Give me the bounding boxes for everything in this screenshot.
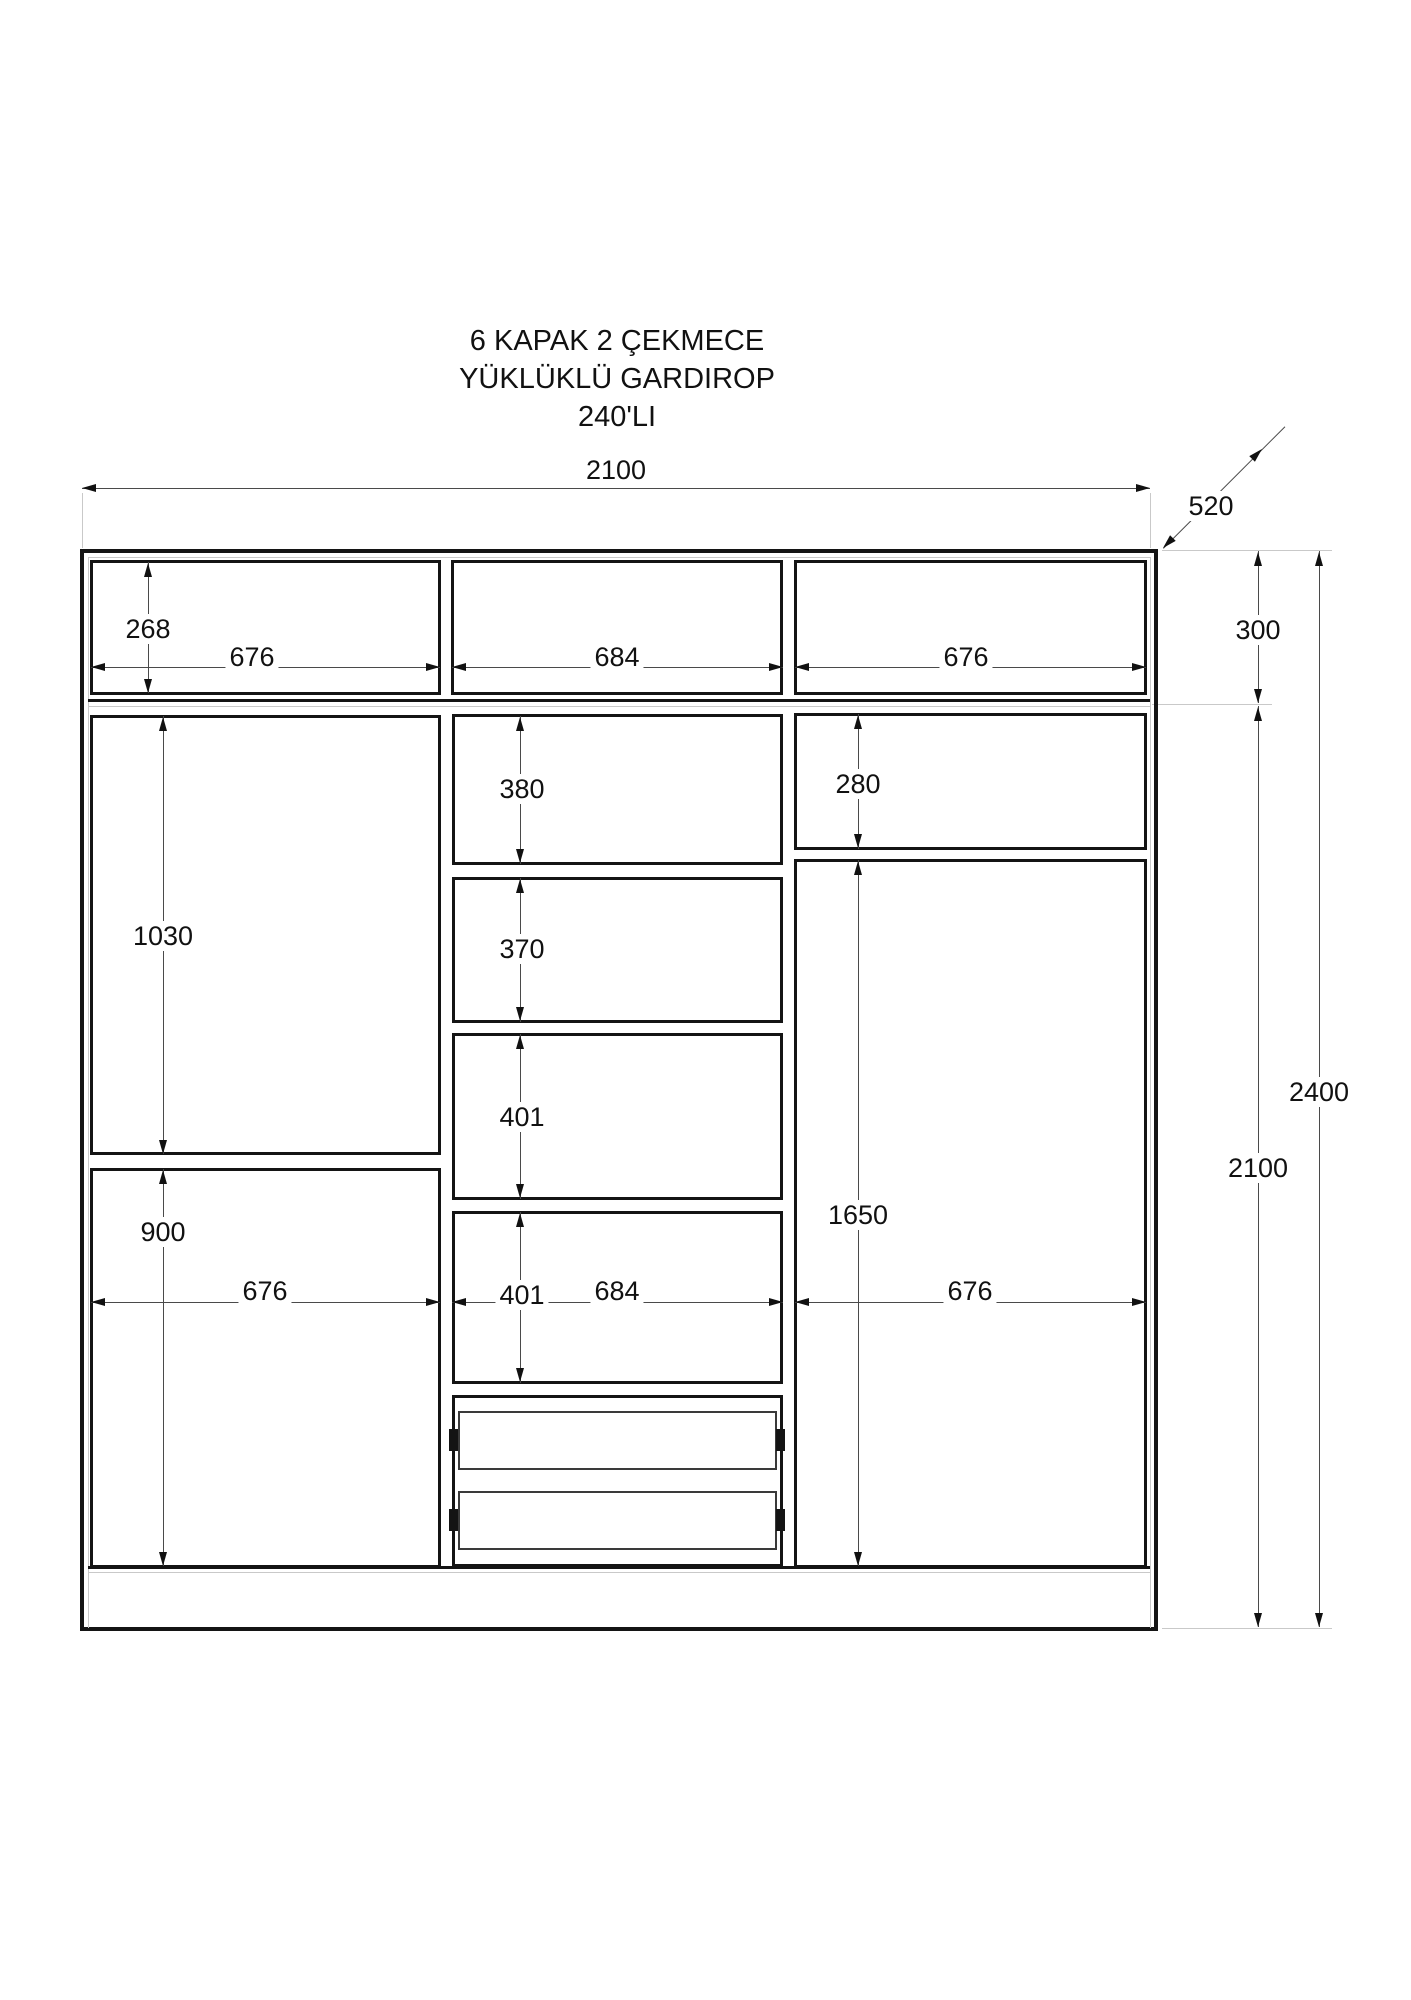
arrow-right-icon <box>1132 1298 1146 1306</box>
arrow-left-icon <box>91 1298 105 1306</box>
arrow-down-icon <box>516 849 524 863</box>
arrow-down-icon <box>854 834 862 848</box>
arrow-left-icon <box>1160 535 1176 551</box>
dim-top-right-door-width-label: 676 <box>939 642 992 672</box>
arrow-up-icon <box>159 1170 167 1184</box>
arrow-up-icon <box>1254 707 1262 721</box>
dim-top-section-height-label: 300 <box>1231 615 1284 645</box>
carcass-inner-left-line <box>88 557 89 1628</box>
drawing-title-line1: 6 KAPAK 2 ÇEKMECE <box>469 325 765 357</box>
drawing-title-line3: 240'LI <box>577 401 657 433</box>
carcass-inner-right-line <box>1150 557 1151 1628</box>
arrow-up-icon <box>516 879 524 893</box>
top-section-shelf-line <box>88 699 1150 702</box>
arrow-up-icon <box>516 717 524 731</box>
dim-top-middle-door-width-label: 684 <box>590 642 643 672</box>
dim-total-width-label: 2100 <box>582 455 650 485</box>
arrow-down-icon <box>159 1552 167 1566</box>
dim-left-lower-door-height-label: 900 <box>136 1217 189 1247</box>
arrow-left-icon <box>795 663 809 671</box>
arrow-up-icon <box>854 861 862 875</box>
extension-line <box>1162 550 1332 551</box>
arrow-down-icon <box>516 1368 524 1382</box>
arrow-down-icon <box>1315 1613 1323 1627</box>
dim-mid-section2-height-label: 370 <box>495 934 548 964</box>
drawer2-left-slide <box>449 1509 458 1531</box>
arrow-left-icon <box>82 484 96 492</box>
dim-right-body-height-label: 2100 <box>1224 1153 1292 1183</box>
dim-middle-door-width-label: 684 <box>590 1276 643 1306</box>
arrow-down-icon <box>516 1007 524 1021</box>
drawer2-right-slide <box>776 1509 785 1531</box>
arrow-down-icon <box>1254 1613 1262 1627</box>
extension-line <box>1150 493 1151 548</box>
arrow-right-icon <box>769 1298 783 1306</box>
dim-mid-section4-height-label: 401 <box>495 1280 548 1310</box>
dim-left-door-width-label: 676 <box>238 1276 291 1306</box>
extension-line <box>1152 704 1272 705</box>
arrow-right-icon <box>1249 446 1265 462</box>
arrow-up-icon <box>854 715 862 729</box>
dim-mid-section1-height-label: 380 <box>495 774 548 804</box>
arrow-down-icon <box>144 679 152 693</box>
top-section-shelf-light-line <box>88 706 1150 707</box>
arrow-up-icon <box>1315 552 1323 566</box>
plinth-top-line <box>88 1572 1150 1573</box>
dim-right-top-door-height-label: 280 <box>831 769 884 799</box>
dim-right-door-width-label: 676 <box>943 1276 996 1306</box>
dim-total-height-label: 2400 <box>1285 1077 1353 1107</box>
arrow-down-icon <box>159 1140 167 1154</box>
arrow-right-icon <box>1136 484 1150 492</box>
arrow-left-icon <box>452 663 466 671</box>
arrow-left-icon <box>452 1298 466 1306</box>
dim-right-door-height-label: 1650 <box>824 1200 892 1230</box>
dim-total-width-line <box>82 488 1150 489</box>
arrow-up-icon <box>144 563 152 577</box>
arrow-down-icon <box>854 1552 862 1566</box>
extension-line <box>82 493 83 548</box>
drawing-title <box>459 322 775 436</box>
arrow-left-icon <box>91 663 105 671</box>
drawing-title-line2: YÜKLÜKLÜ GARDIROP <box>459 363 775 395</box>
arrow-down-icon <box>1254 689 1262 703</box>
dim-top-left-door-height-label: 268 <box>121 614 174 644</box>
dim-depth-line <box>1163 426 1285 548</box>
drawer-front-1 <box>458 1411 777 1470</box>
dim-depth-line-segment <box>1163 426 1285 548</box>
arrow-down-icon <box>516 1184 524 1198</box>
drawer1-left-slide <box>449 1429 458 1451</box>
top-door-middle <box>451 560 783 695</box>
drawer1-right-slide <box>776 1429 785 1451</box>
dim-top-left-door-width-label: 676 <box>225 642 278 672</box>
arrow-up-icon <box>1254 552 1262 566</box>
arrow-right-icon <box>769 663 783 671</box>
dim-left-upper-door-height-label: 1030 <box>129 921 197 951</box>
arrow-right-icon <box>1132 663 1146 671</box>
carcass-inner-top-line <box>88 557 1150 558</box>
arrow-up-icon <box>516 1213 524 1227</box>
dim-mid-section3-height-label: 401 <box>495 1102 548 1132</box>
arrow-up-icon <box>159 717 167 731</box>
dim-depth-label: 520 <box>1184 491 1237 521</box>
arrow-right-icon <box>426 1298 440 1306</box>
drawer-front-2 <box>458 1491 777 1550</box>
arrow-right-icon <box>426 663 440 671</box>
arrow-left-icon <box>795 1298 809 1306</box>
arrow-up-icon <box>516 1035 524 1049</box>
extension-line <box>1162 1628 1332 1629</box>
top-door-right <box>794 560 1147 695</box>
